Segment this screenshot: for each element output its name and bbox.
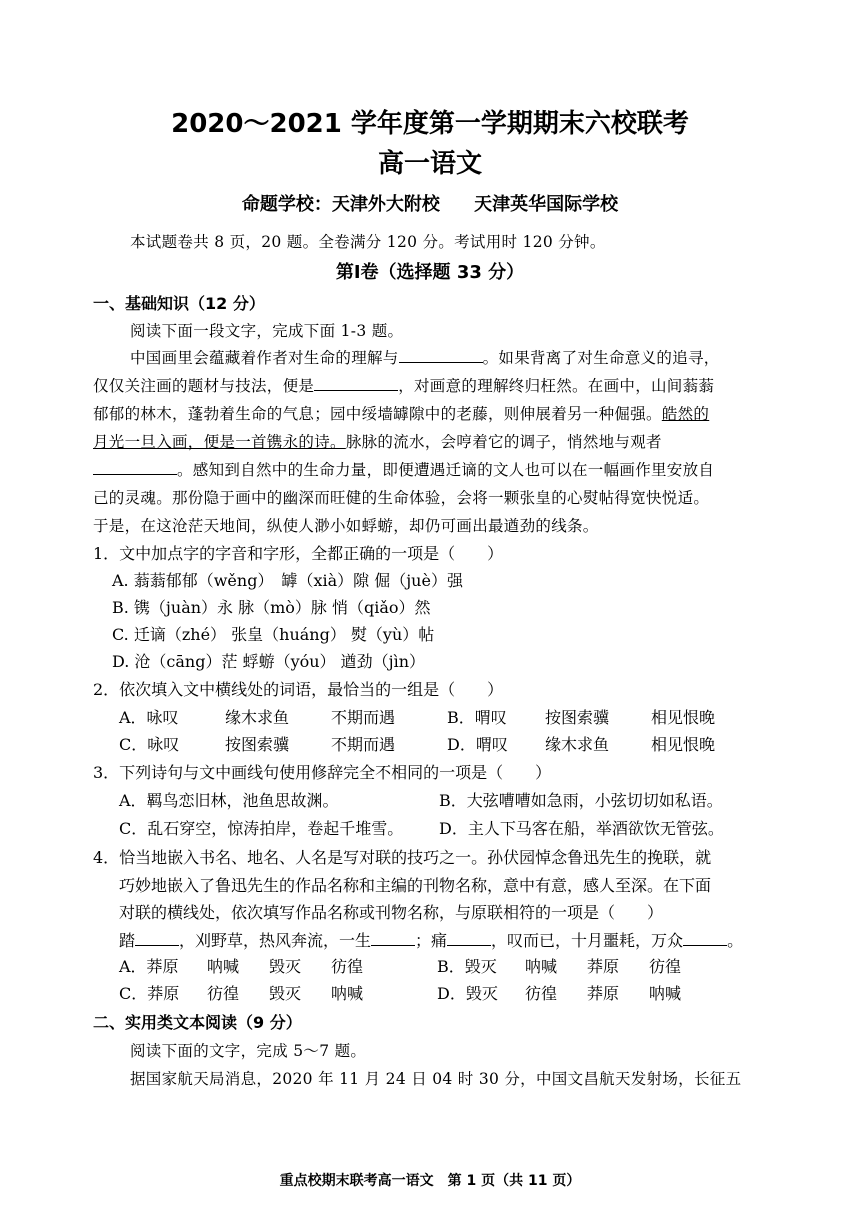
section2-passage: 据国家航天局消息，2020 年 11 月 24 日 04 时 30 分，中国文昌航天发射场，长征五 bbox=[130, 1070, 742, 1088]
q1-option-d: D. 沧（cāng）茫 蜉蝣（yóu） 遒劲（jìn） bbox=[112, 652, 426, 671]
fill-blank-1 bbox=[399, 348, 483, 363]
exam-info: 本试题卷共 8 页，20 题。全卷满分 120 分。考试用时 120 分钟。 bbox=[130, 233, 606, 251]
q4-row-2: C．莽原 彷徨 毁灭 呐喊 D．毁灭 彷徨 莽原 呐喊 bbox=[119, 984, 682, 1003]
q4-stem-2: 巧妙地嵌入了鲁迅先生的作品名称和主编的刊物名称，意中有意，感人至深。在下面 bbox=[119, 876, 712, 895]
exam-subject: 高一语文 bbox=[377, 149, 482, 179]
q4-stem-3: 对联的横线处，依次填写作品名称或刊物名称，与原联相符的一项是（ ） bbox=[119, 903, 664, 922]
q4-stem-1: 4．恰当地嵌入书名、地名、人名是写对联的技巧之一。孙伏园悼念鲁迅先生的挽联，就 bbox=[93, 848, 712, 867]
couplet-blank-4 bbox=[683, 931, 727, 946]
couplet-blank-3 bbox=[447, 931, 491, 946]
passage-line-3: 郁郁的林木，蓬勃着生命的气息；园中绥墙罅隙中的老藤，则伸展着另一种倔强。皓然的 bbox=[93, 405, 710, 423]
q4-row-1: A．莽原 呐喊 毁灭 彷徨 B．毁灭 呐喊 莽原 彷徨 bbox=[119, 957, 682, 976]
section1-instruction: 阅读下面一段文字，完成下面 1-3 题。 bbox=[130, 322, 404, 340]
passage-line-1: 中国画里会蕴藏着作者对生命的理解与 。如果背离了对生命意义的追寻， bbox=[130, 349, 720, 367]
q2-stem: 2．依次填入文中横线处的词语，最恰当的一组是（ ） bbox=[93, 680, 504, 699]
passage-line-2: 仅仅关注画的题材与技法，便是 ，对画意的理解终归枉然。在画中，山间蓊蓊 bbox=[93, 377, 715, 395]
passage-line-4: 月光一旦入画，便是一首镌永的诗。脉脉的流水，会哼着它的调子，悄然地与观者 bbox=[93, 433, 662, 451]
q1-option-c: C. 迁谪（zhé） 张皇（huáng） 熨（yù）帖 bbox=[112, 625, 435, 644]
q1-stem: 1．文中加点字的字音和字形，全都正确的一项是（ ） bbox=[93, 544, 504, 563]
underlined-sentence-part-1: 皓然的 bbox=[661, 405, 710, 423]
exam-title: 2020～2021 学年度第一学期期末六校联考 bbox=[171, 109, 689, 139]
q3-row-2: C．乱石穿空，惊涛拍岸，卷起千堆雪。 D．主人下马客在船，举酒欲饮无管弦。 bbox=[119, 819, 724, 838]
section2-instruction: 阅读下面的文字，完成 5～7 题。 bbox=[130, 1042, 367, 1060]
section2-heading: 二、实用类文本阅读（9 分） bbox=[93, 1013, 302, 1032]
section1-heading: 一、基础知识（12 分） bbox=[93, 294, 265, 313]
school-1: 命题学校：天津外大附校 bbox=[241, 194, 440, 215]
q3-stem: 3．下列诗句与文中画线句使用修辞完全不相同的一项是（ ） bbox=[93, 763, 552, 782]
part-title: 第Ⅰ卷（选择题 33 分） bbox=[335, 262, 525, 283]
page-footer: 重点校期末联考高一语文 第 1 页（共 11 页） bbox=[279, 1173, 581, 1189]
school-2: 天津英华国际学校 bbox=[474, 194, 619, 215]
setter-schools bbox=[0, 190, 860, 216]
q2-row-2: C．咏叹 按图索骥 不期而遇 D．喟叹 缘木求鱼 相见恨晚 bbox=[119, 735, 716, 754]
passage-line-5: 。感知到自然中的生命力量，即便遭遇迁谪的文人也可以在一幅画作里安放自 bbox=[93, 460, 773, 480]
underlined-sentence-part-2: 月光一旦入画，便是一首镌永的诗。 bbox=[93, 433, 346, 451]
couplet-blank-1 bbox=[135, 931, 179, 946]
q1-option-b: B. 镌（juàn）永 脉（mò）脉 悄（qiǎo）然 bbox=[112, 598, 431, 617]
couplet-blank-2 bbox=[371, 931, 415, 946]
q3-row-1: A．羁鸟恋旧林，池鱼思故渊。 B．大弦嘈嘈如急雨，小弦切切如私语。 bbox=[119, 791, 723, 810]
q2-row-1: A．咏叹 缘木求鱼 不期而遇 B．喟叹 按图索骥 相见恨晚 bbox=[119, 708, 716, 727]
q1-option-a: A. 蓊蓊郁郁（wěng） 罅（xià）隙 倔（juè）强 bbox=[112, 571, 463, 590]
fill-blank-3 bbox=[93, 460, 177, 475]
q4-couplet: 踏 ，刈野草，热风奔流，一生 ；痛 ，叹而已，十月噩耗，万众 。 bbox=[119, 931, 744, 950]
fill-blank-2 bbox=[314, 376, 398, 391]
passage-line-7: 于是，在这沧茫天地间，纵使人渺小如蜉蝣，却仍可画出最遒劲的线条。 bbox=[93, 517, 599, 535]
passage-line-6: 己的灵魂。那份隐于画中的幽深而旺健的生命体验，会将一颗张皇的心熨帖得宽快悦适。 bbox=[93, 489, 710, 507]
